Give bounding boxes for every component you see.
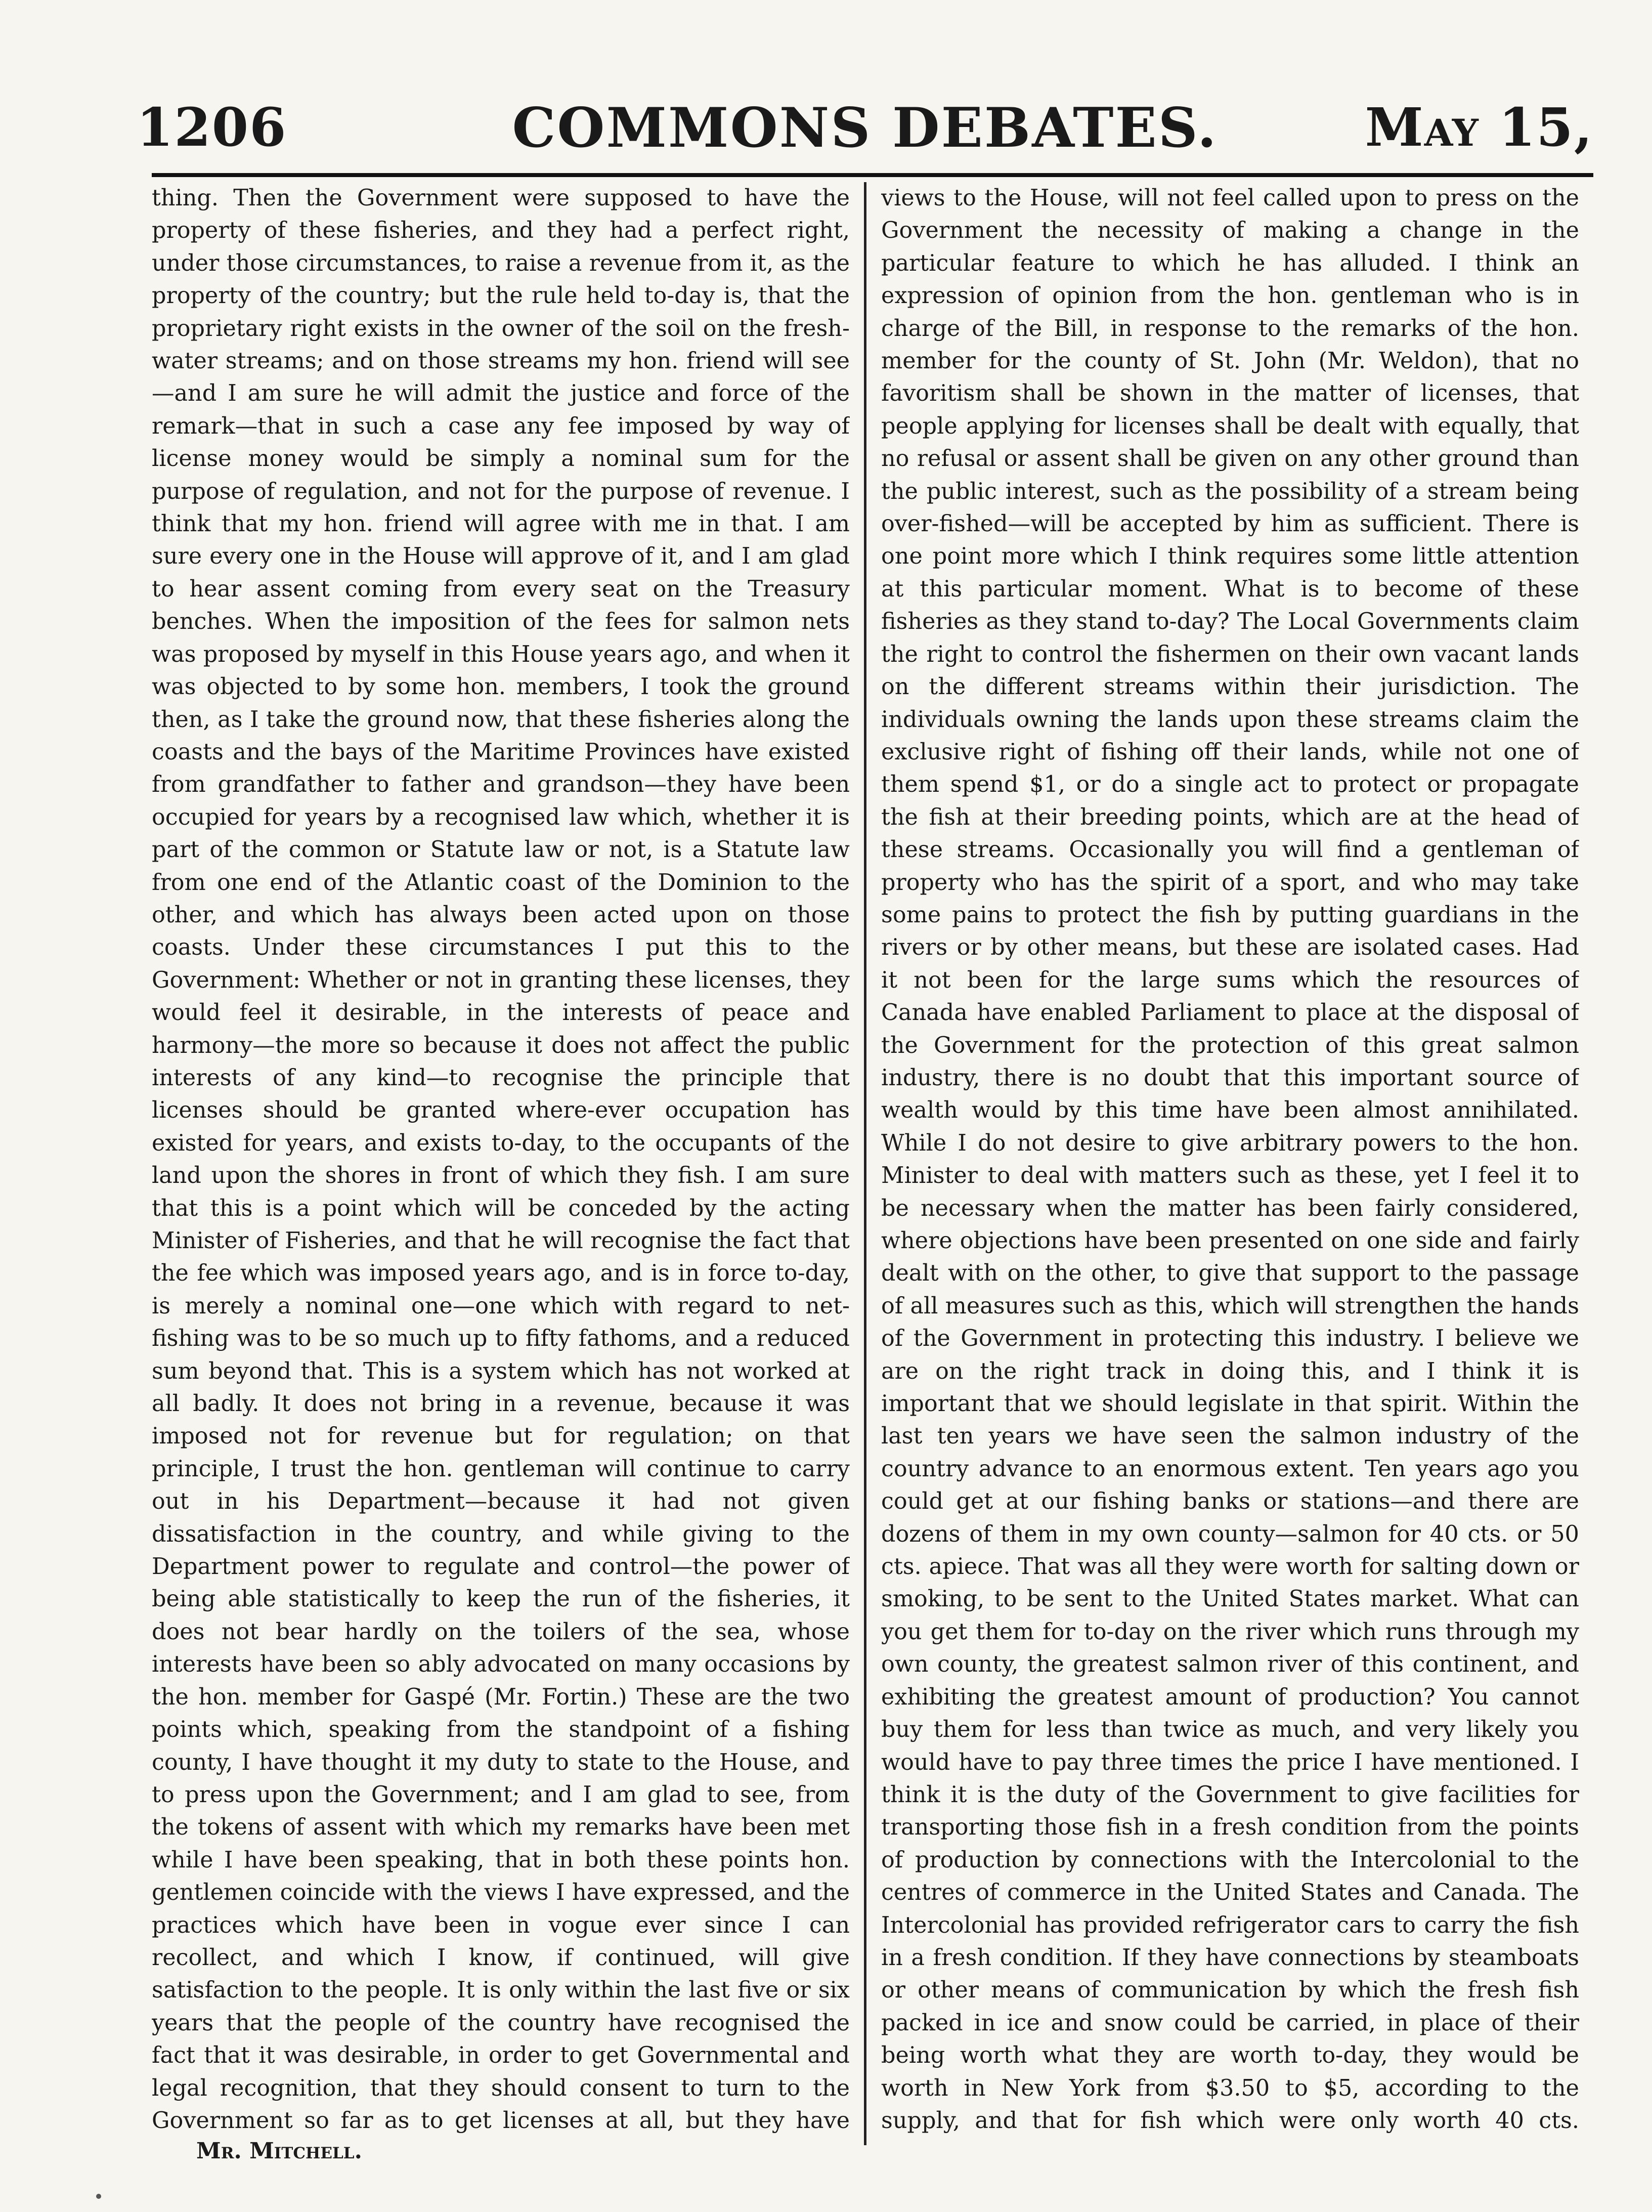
right-column-text: views to the House, will not feel called upon to press on the Government the necessity of making a change in the particular feature to which he has alluded. I think an expression of opinion from the hon. gentleman who is in charge of the Bill, in response to the remarks of the hon. member for the county of St. John (Mr. Weldon), that no favoritism shall be shown in the matter of licenses, that people applying for licenses shall be dealt with equally, that no refusal or assent shall be given on any other ground than the public interest, such as the possibility of a stream being over-fished—will be accepted by him as sufficient. There is one point more which I think requires some little attention at this particular moment. What is to become of these fisheries as they stand to-day? The Local Governments claim the right to control the fishermen on their own vacant lands on the different streams within their jurisdiction. The individuals owning the lands upon these streams claim the exclusive right of fishing off their lands, while not one of them spend $1, or do a single act to protect or propagate the fish at their breeding points, which are at the head of these streams. Occasionally you will find a gentleman of property who has the spirit of a sport, and who may take some pains to protect the fish by putting guardians in the rivers or by other means, but these are isolated cases. Had it not been for the large sums which the resources of Canada have enabled Parliament to place at the disposal of the Government for the protection of this great salmon industry, there is no doubt that this important source of wealth would by this time have been almost annihilated. While I do not desire to give arbitrary powers to the hon. Minister to deal with matters such as these, yet I feel it to be necessary when the matter has been fairly considered, where objections have been presented on one side and fairly dealt with on the other, to give that support to the passage of all measures such as this, which will strengthen the hands of the Government in protecting this industry. I believe we are on the right track in doing this, and I think it is important that we should legislate in that spirit. Within the last ten years we have seen the salmon industry of the country advance to an enormous extent. Ten years ago you could get at our fishing banks or stations—and there are dozens of them in my own county—salmon for 40 cts. or 50 cts. apiece. That was all they were worth for salting down or smoking, to be sent to the United States market. What can you get them for to-day on the river which runs through my own county, the greatest salmon river of this continent, and exhibiting the greatest amount of production? You cannot buy them for less than twice as much, and very likely you would have to pay three times the price I have mentioned. I think it is the duty of the Government to give facilities for transporting those fish in a fresh condition from the points of production by connections with the Intercolonial to the centres of commerce in the United States and Canada. The Intercolonial has provided refrigerator cars to carry the fish in a fresh condition. If they have connections by steamboats or other means of communication by which the fresh fish packed in ice and snow could be carried, in place of their being worth what they are worth to-day, they would be worth in New York from $3.50 to $5, according to the supply, and that for fish which were only worth 40 cts. bbox=[881, 185, 1579, 2134]
page-header bbox=[137, 76, 1593, 177]
header-rule bbox=[152, 173, 1593, 177]
ink-smudge bbox=[96, 2194, 101, 2199]
page-date: May 15, bbox=[1365, 96, 1593, 158]
right-column bbox=[881, 182, 1579, 2140]
column-divider bbox=[864, 182, 866, 2145]
speaker-tag: Mr. Mitchell. bbox=[196, 2138, 362, 2164]
publication-title: COMMONS DEBATES. bbox=[512, 96, 1218, 160]
page-number: 1206 bbox=[137, 96, 287, 158]
left-column bbox=[152, 182, 850, 2140]
left-column-text: thing. Then the Government were supposed to have the property of these fisheries, and they had a perfect right, under those circumstances, to raise a revenue from it, as the property of the country; but the rule held to-day is, that the proprietary right exists in the owner of the soil on the fresh-water streams; and on those streams my hon. friend will see—and I am sure he will admit the justice and force of the remark—that in such a case any fee imposed by way of license money would be simply a nominal sum for the purpose of regulation, and not for the purpose of revenue. I think that my hon. friend will agree with me in that. I am sure every one in the House will approve of it, and I am glad to hear assent coming from every seat on the Treasury benches. When the imposition of the fees for salmon nets was proposed by myself in this House years ago, and when it was objected to by some hon. members, I took the ground then, as I take the ground now, that these fisheries along the coasts and the bays of the Maritime Provinces have existed from grandfather to father and grandson—they have been occupied for years by a recognised law which, whether it is part of the common or Statute law or not, is a Statute law from one end of the Atlantic coast of the Dominion to the other, and which has always been acted upon on those coasts. Under these circumstances I put this to the Government: Whether or not in granting these licenses, they would feel it desirable, in the interests of peace and harmony—the more so because it does not affect the public interests of any kind—to recognise the principle that licenses should be granted where-ever occupation has existed for years, and exists to-day, to the occupants of the land upon the shores in front of which they fish. I am sure that this is a point which will be conceded by the acting Minister of Fisheries, and that he will recognise the fact that the fee which was imposed years ago, and is in force to-day, is merely a nominal one—one which with regard to net-fishing was to be so much up to fifty fathoms, and a reduced sum beyond that. This is a system which has not worked at all badly. It does not bring in a revenue, because it was imposed not for revenue but for regulation; on that principle, I trust the hon. gentleman will continue to carry out in his Department—because it had not given dissatisfaction in the country, and while giving to the Department power to regulate and control—the power of being able statistically to keep the run of the fisheries, it does not bear hardly on the toilers of the sea, whose interests have been so ably advocated on many occasions by the hon. member for Gaspé (Mr. Fortin.) These are the two points which, speaking from the standpoint of a fishing county, I have thought it my duty to state to the House, and to press upon the Government; and I am glad to see, from the tokens of assent with which my remarks have been met while I have been speaking, that in both these points hon. gentlemen coincide with the views I have expressed, and the practices which have been in vogue ever since I can recollect, and which I know, if continued, will give satisfaction to the people. It is only within the last five or six years that the people of the country have recognised the fact that it was desirable, in order to get Governmental and legal recognition, that they should consent to turn to the Government so far as to get licenses at all, but they have bbox=[152, 185, 850, 2134]
